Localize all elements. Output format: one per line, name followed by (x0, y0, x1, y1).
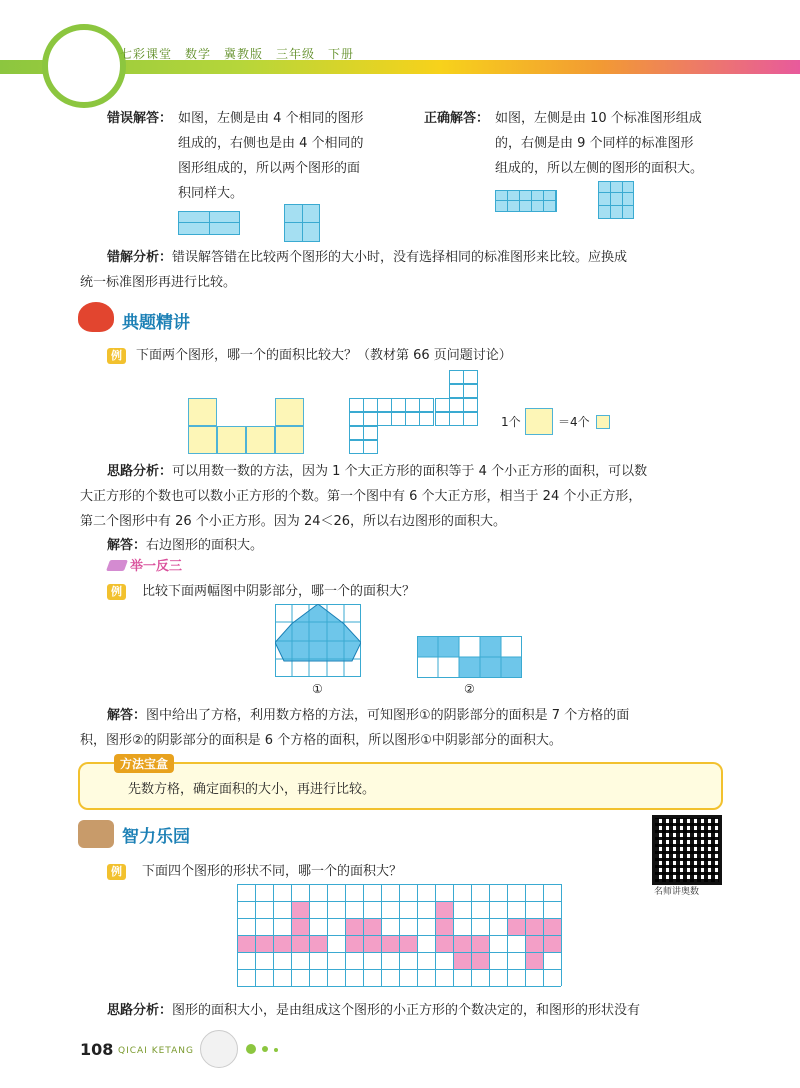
small-square (449, 412, 464, 426)
example-tag-2: 例 (107, 584, 126, 600)
ex1-answer-text: 右边图形的面积大。 (146, 538, 264, 553)
small-square (449, 370, 464, 384)
small-square (419, 398, 434, 412)
err-analysis-line-1: 错误解答错在比较两个图形的大小时，没有选择相同的标准图形来比较。应换成 (172, 250, 628, 265)
big-square (275, 426, 304, 454)
ex3-think (107, 998, 747, 1023)
wrong-line-4: 积同样大。 (178, 186, 244, 201)
ex2-caption-2: ② (464, 682, 475, 696)
right-figure-left (495, 190, 557, 212)
wrong-line-1: 如图，左侧是由 4 个相同的图形 (178, 111, 364, 126)
small-square (363, 440, 378, 454)
section-title-dianti: 典题精讲 (122, 313, 190, 333)
ex2-answer (107, 703, 747, 728)
footer-dot-2 (262, 1046, 268, 1052)
legend-small-square (596, 415, 610, 429)
err-analysis (107, 245, 747, 270)
sub-title-jyfs: 举一反三 (130, 559, 183, 574)
footer-dot-3 (274, 1048, 278, 1052)
wrong-figure-right (284, 204, 320, 242)
small-square (377, 398, 392, 412)
small-square (391, 412, 406, 426)
ex2-answer-line-1: 图中给出了方格，利用数方格的方法，可知图形①的阴影部分的面积是 7 个方格的面 (146, 708, 630, 723)
ex3-think-label: 思路分析： (107, 1003, 173, 1018)
ex1-think (107, 459, 747, 484)
small-square (435, 412, 450, 426)
small-square (363, 398, 378, 412)
ex3-grid-figure (237, 884, 565, 988)
page-number: 108 (80, 1040, 114, 1059)
legend-big-square (525, 408, 553, 435)
small-square (463, 412, 478, 426)
ex2-figure-2 (417, 636, 522, 678)
right-label: 正确解答： (424, 111, 490, 126)
big-square (188, 398, 217, 426)
example-tag-1: 例 (107, 348, 126, 364)
small-square (463, 370, 478, 384)
example-3-question: 下面四个图形的形状不同，哪一个的面积大？ (142, 864, 403, 879)
method-tag: 方法宝盒 (114, 754, 174, 773)
big-square (188, 426, 217, 454)
ex1-think-line-1: 可以用数一数的方法，因为 1 个大正方形的面积等于 4 个小正方形的面积，可以数 (172, 464, 648, 479)
right-line-2: 的，右侧是由 9 个同样的标准图形 (495, 136, 694, 151)
ex1-think-line-3: 第二个图形中有 26 个小正方形。因为 24＜26，所以右边图形的面积大。 (80, 514, 507, 529)
small-square (391, 398, 406, 412)
dog-mascot-icon (42, 24, 126, 108)
small-square (405, 412, 420, 426)
eraser-icon (106, 560, 128, 571)
ex1-answer-label: 解答： (107, 538, 147, 553)
ex2-caption-1: ① (312, 682, 323, 696)
method-text: 先数方格，确定面积的大小，再进行比较。 (128, 782, 376, 797)
footer-dot-1 (246, 1044, 256, 1054)
ex1-think-line-2: 大正方形的个数也可以数小正方形的个数。第一个图中有 6 个大正方形，相当于 24 个小正方形， (80, 489, 642, 504)
wrong-line-3: 图形组成的，所以两个图形的面 (178, 161, 361, 176)
legend-equals-four: ＝4个 (558, 415, 590, 429)
wrong-line-2: 组成的，右侧也是由 4 个相同的 (178, 136, 364, 151)
small-square (419, 412, 434, 426)
err-analysis-line-2: 统一标准图形再进行比较。 (80, 275, 237, 290)
small-square (405, 398, 420, 412)
small-square (349, 426, 364, 440)
right-figure-right (598, 181, 634, 219)
ex2-answer-label: 解答： (107, 708, 147, 723)
big-square (275, 398, 304, 426)
small-square (349, 440, 364, 454)
strawberry-mascot-icon (78, 302, 114, 332)
ex2-answer-line-2: 积，图形②的阴影部分的面积是 6 个方格的面积，所以图形①中阴影部分的面积大。 (80, 733, 562, 748)
ex2-figure-1 (275, 604, 361, 678)
big-square (217, 426, 246, 454)
small-square (377, 412, 392, 426)
example-2-question: 比较下面两幅图中阴影部分，哪一个的面积大？ (142, 584, 416, 599)
wrong-figure-left (178, 211, 240, 235)
example-tag-3: 例 (107, 864, 126, 880)
ex3-think-line-1: 图形的面积大小，是由组成这个图形的小正方形的个数决定的，和图形的形状没有 (172, 1003, 641, 1018)
header-title: 七彩课堂 数学 冀教版 三年级 下册 (120, 47, 355, 61)
wrong-label: 错误解答： (107, 111, 173, 126)
footer-brand: QICAI KETANG (118, 1046, 194, 1056)
small-square (463, 384, 478, 398)
small-square (363, 412, 378, 426)
ex1-think-label: 思路分析： (107, 464, 173, 479)
section-title-zhili: 智力乐园 (122, 827, 190, 847)
qr-code-icon (652, 815, 722, 885)
qr-caption: 名师讲奥数 (654, 887, 700, 897)
big-square (246, 426, 275, 454)
small-square (363, 426, 378, 440)
example-1-question: 下面两个图形，哪一个的面积比较大？（教材第 66 页问题讨论） (136, 348, 512, 363)
small-square (435, 398, 450, 412)
small-square (449, 398, 464, 412)
footer-dog-icon (200, 1030, 238, 1068)
small-square (349, 398, 364, 412)
small-square (449, 384, 464, 398)
legend-one: 1个 (501, 415, 521, 429)
small-square (463, 398, 478, 412)
small-square (349, 412, 364, 426)
books-mascot-icon (78, 820, 114, 848)
right-line-3: 组成的，所以左侧的图形的面积大。 (495, 161, 704, 176)
err-analysis-label: 错解分析： (107, 250, 173, 265)
right-line-1: 如图，左侧是由 10 个标准图形组成 (495, 111, 702, 126)
